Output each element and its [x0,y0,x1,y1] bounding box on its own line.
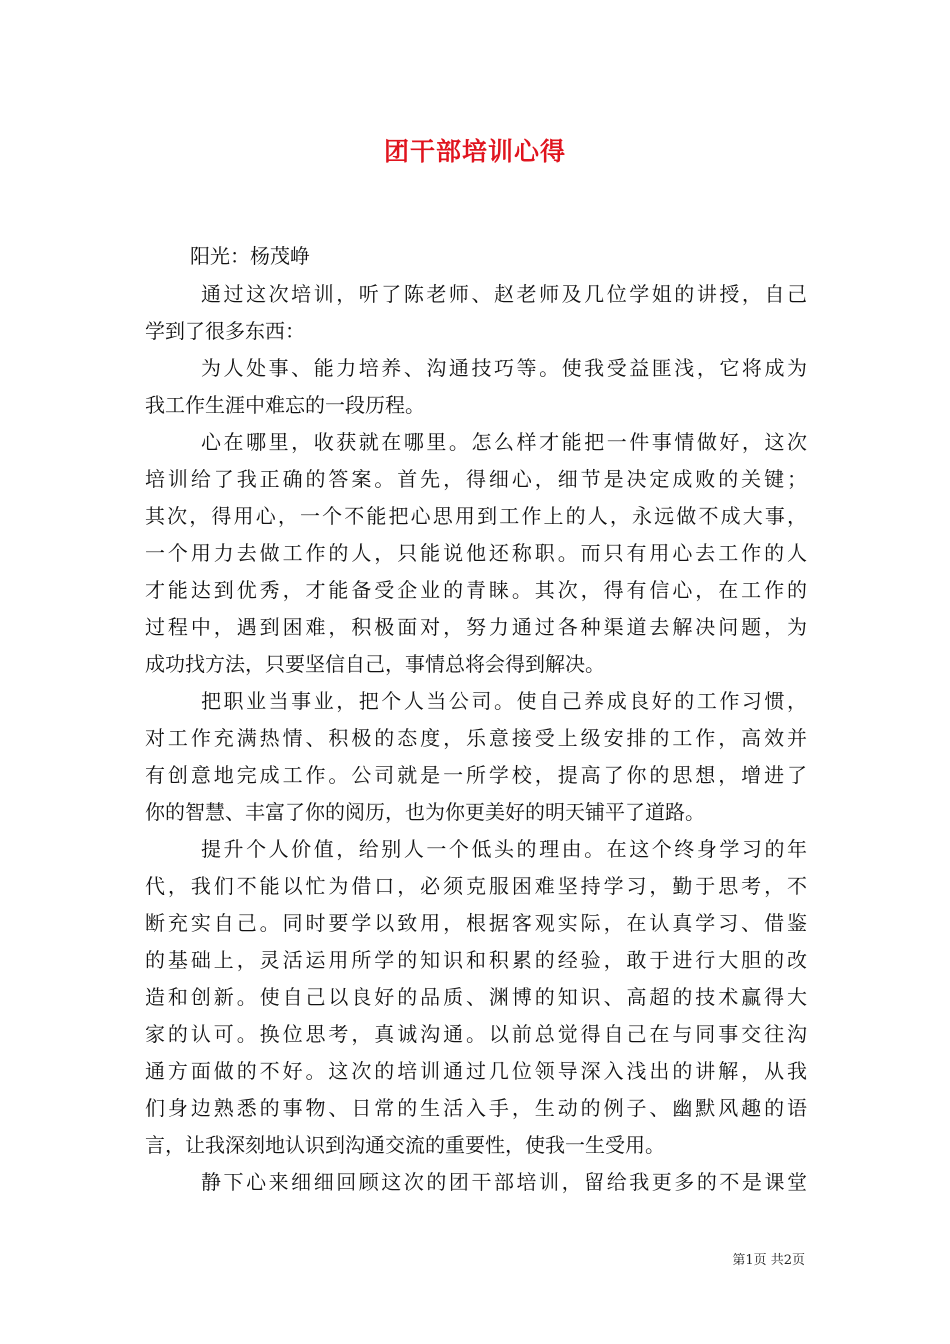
text-line: 才能达到优秀，才能备受企业的青睐。其次，得有信心，在工作的 [145,578,807,602]
text-line: 我工作生涯中难忘的一段历程。 [145,393,425,417]
text-line: 培训给了我正确的答案。首先，得细心，细节是决定成败的关键； [145,467,807,491]
text-line: 其次，得用心，一个不能把心思用到工作上的人，永远做不成大事， [145,504,807,528]
text-line: 家的认可。换位思考，真诚沟通。以前总觉得自己在与同事交往沟 [145,1022,807,1046]
text-line: 言，让我深刻地认识到沟通交流的重要性，使我一生受用。 [145,1133,665,1157]
paragraph [145,831,807,1164]
text-line: 学到了很多东西： [145,319,305,343]
text-line: 静下心来细细回顾这次的团干部培训，留给我更多的不是课堂 [201,1170,807,1194]
text-line: 为人处事、能力培养、沟通技巧等。使我受益匪浅，它将成为 [201,356,807,380]
text-line: 对工作充满热情、积极的态度，乐意接受上级安排的工作，高效并 [145,726,807,750]
text-line: 一个用力去做工作的人，只能说他还称职。而只有用心去工作的人 [145,541,807,565]
text-line: 成功找方法，只要坚信自己，事情总将会得到解决。 [145,652,605,676]
text-line: 心在哪里，收获就在哪里。怎么样才能把一件事情做好，这次 [201,430,807,454]
text-line: 过程中，遇到困难，积极面对，努力通过各种渠道去解决问题，为 [145,615,807,639]
paragraph [145,1164,807,1201]
text-line: 有创意地完成工作。公司就是一所学校，提高了你的思想，增进了 [145,763,807,787]
paragraph [145,276,807,350]
text-line: 提升个人价值，给别人一个低头的理由。在这个终身学习的年 [201,837,807,861]
text-line: 造和创新。使自己以良好的品质、渊博的知识、高超的技术赢得大 [145,985,807,1009]
text-line: 的基础上，灵活运用所学的知识和积累的经验，敢于进行大胆的改 [145,948,807,972]
text-line: 断充实自己。同时要学以致用，根据客观实际，在认真学习、借鉴 [145,911,807,935]
author-line: 阳光：杨茂峥 [190,244,310,268]
paragraph [145,683,807,831]
text-line: 你的智慧、丰富了你的阅历，也为你更美好的明天铺平了道路。 [145,800,705,824]
paragraph [145,424,807,683]
text-line: 们身边熟悉的事物、日常的生活入手，生动的例子、幽默风趣的语 [145,1096,807,1120]
text-line: 通过这次培训，听了陈老师、赵老师及几位学姐的讲授，自己 [201,282,807,306]
text-line: 把职业当事业，把个人当公司。使自己养成良好的工作习惯， [201,689,807,713]
page-number: 第1页 共2页 [732,1253,805,1268]
text-line: 代，我们不能以忙为借口，必须克服困难坚持学习，勤于思考，不 [145,874,807,898]
paragraph [145,350,807,424]
document-title: 团干部培训心得 [383,137,566,166]
text-line: 通方面做的不好。这次的培训通过几位领导深入浅出的讲解，从我 [145,1059,807,1083]
document-body [145,276,807,1201]
